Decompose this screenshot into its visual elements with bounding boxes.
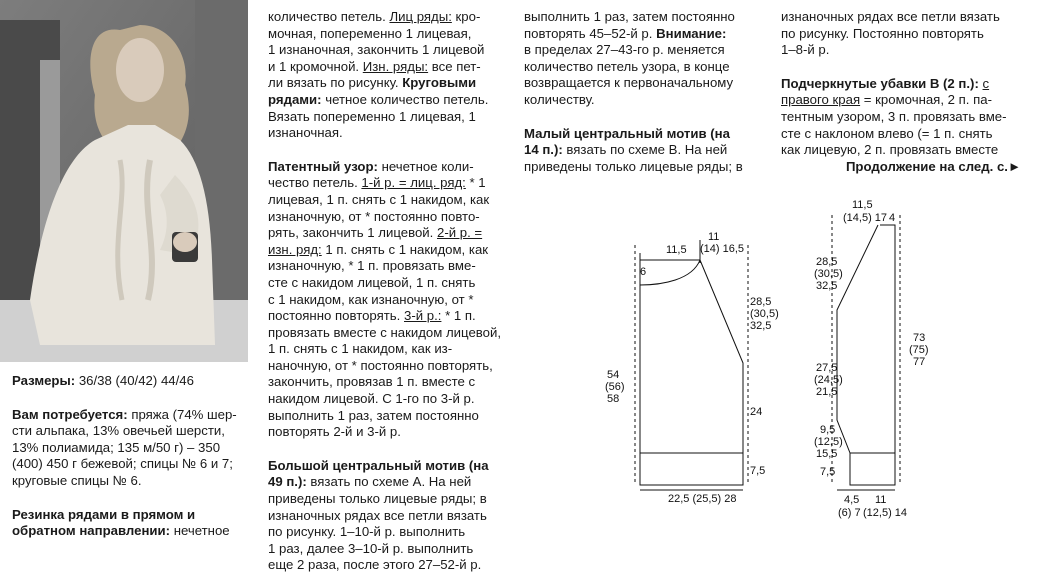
text-line: Вязать попеременно 1 лицевая, 1 — [268, 108, 476, 124]
text-line: количество петель узора, в конце — [524, 58, 730, 74]
dim-sleeve-top: 11,5 — [852, 199, 873, 211]
dim-sleeve-cap: 28,5 — [816, 256, 838, 268]
column-3 — [524, 9, 764, 175]
text-line: ли вязать по рисунку. — [268, 75, 399, 91]
dim-body-armhole: 32,5 — [750, 320, 772, 332]
small-motif-heading-2: 14 п.): — [524, 142, 563, 158]
dim-sleeve-bottom-a-2: (6) 7 — [838, 507, 861, 519]
text-line: выполнить 1 раз, затем постоянно — [524, 9, 735, 24]
pattern-schemes — [600, 185, 1045, 529]
text-line: чество петель. — [268, 175, 358, 191]
text-line: сте с накидом лицевой, 1 п. снять — [268, 274, 476, 290]
dim-body-rib: 7,5 — [750, 465, 766, 477]
text-line: круговые спицы № 6. — [12, 472, 142, 488]
dim-sleeve-total: 73 — [913, 332, 926, 344]
dim-body-neck-depth: 6 — [640, 266, 647, 278]
text-line: накидом лицевой. С 1-го по 3-й р. — [268, 391, 475, 407]
dim-sleeve-mid: 27,5 — [816, 362, 838, 374]
dim-body-side: 54 — [607, 369, 620, 381]
decrease-heading: Подчеркнутые убавки В (2 п.): — [781, 75, 979, 91]
text-line: лицевая, 1 п. снять с 1 накидом, как — [268, 191, 490, 207]
text-line: возвращается к первоначальному — [524, 75, 734, 91]
text-line: сте с наклоном влево (= 1 п. снять — [781, 125, 993, 141]
dim-body-neck: 11 — [708, 231, 720, 243]
dim-body-side: (56) — [605, 381, 625, 393]
dim-sleeve-total: 77 — [913, 356, 926, 368]
model-photo — [0, 0, 248, 362]
term-wrong-rows: Изн. ряды: — [362, 58, 429, 74]
dim-sleeve-top-2: (14,5) 17 — [843, 212, 888, 224]
dim-sleeve-bottom-a: 4,5 — [844, 494, 860, 506]
small-motif-heading: Малый центральный мотив (на — [524, 125, 730, 141]
text-line: по рисунку. Постоянно повторять — [781, 25, 984, 41]
big-motif-heading-2: 49 п.): — [268, 474, 307, 490]
text-line: сти альпака, 13% овечьей шерсти, — [12, 423, 225, 439]
text-line: повторять 2-й и 3-й р. — [268, 424, 401, 440]
column-2 — [268, 9, 506, 574]
text-line: изнаночная. — [268, 125, 343, 141]
dim-sleeve-total: (75) — [909, 344, 929, 356]
text-line: * 1 п. — [445, 308, 476, 324]
text-line: 13% полиамида; 135 м/50 г) – 350 — [12, 439, 221, 455]
term-row-1: 1-й р. = лиц. ряд: — [361, 175, 466, 191]
materials-label: Вам потребуется: — [12, 406, 128, 422]
term-row-2: 2-й р. = — [437, 225, 483, 241]
dim-body-armhole: (30,5) — [750, 308, 779, 320]
text-line: = кромочная, 2 п. па- — [863, 92, 992, 108]
column-1 — [12, 373, 250, 540]
text-line: пряжа (74% шер- — [131, 406, 237, 422]
text-line: и 1 кромочной. — [268, 58, 360, 74]
dim-body-side: 58 — [607, 393, 620, 405]
text-line: вязать по схеме А. На ней — [310, 474, 472, 490]
dim-sleeve-bottom-b: 11 — [875, 494, 887, 506]
text-line: провязать вместе с накидом лицевой, — [268, 324, 502, 340]
term-row-3: 3-й р.: — [404, 308, 442, 324]
dim-body-armhole: 28,5 — [750, 296, 772, 308]
text-line: рять, закончить 1 лицевой. — [268, 225, 434, 241]
text-line: закончить, провязав 1 п. вместе с — [268, 374, 476, 390]
continued-link[interactable]: Продолжение на след. с.► — [845, 158, 1021, 174]
text-line: еще 2 раза, после этого 27–52-й р. — [268, 557, 482, 573]
text-line: мочная, попеременно 1 лицевая, — [268, 25, 472, 41]
dim-sleeve-cap: 32,5 — [816, 280, 838, 292]
text-line: все пет- — [431, 58, 481, 74]
text-line: изнаночных рядах все петли вязать — [268, 507, 487, 523]
dim-sleeve-cap: (30,5) — [814, 268, 843, 280]
dim-sleeve-low: (12,5) — [814, 436, 843, 448]
patent-heading: Патентный узор: — [268, 158, 378, 174]
text-line: вязать по схеме В. На ней — [566, 142, 728, 158]
text-line: в пределах 27–43-го р. меняется — [524, 42, 725, 58]
sizes-label: Размеры: — [12, 373, 76, 388]
text-line: изнаночных рядах все петли вязать — [781, 9, 1000, 24]
term-face-rows: Лиц ряды: — [389, 9, 452, 24]
body-outline — [640, 260, 695, 285]
text-line: 1–8-й р. — [781, 42, 830, 58]
dim-body-bottom: 22,5 (25,5) 28 — [668, 493, 737, 505]
text-line: тентным узором, 3 п. провязать вме- — [781, 108, 1007, 124]
dim-sleeve-rib: 7,5 — [820, 466, 836, 478]
text-line: с 1 накидом, как изнаночную, от * — [268, 291, 474, 307]
text-line: как лицевую, 2 п. провязать вместе — [781, 142, 999, 158]
dim-body-lower: 24 — [750, 406, 763, 418]
dim-sleeve-mid: (24,5) — [814, 374, 843, 386]
dim-sleeve-mid: 21,5 — [816, 386, 838, 398]
text-line: 1 п. снять с 1 накидом, как — [325, 241, 489, 257]
sizes-value: 36/38 (40/42) 44/46 — [78, 373, 194, 388]
dim-body-shoulder: 11,5 — [666, 244, 687, 256]
text-line: 1 изнаночная, закончить 1 лицевой — [268, 42, 485, 58]
rib-heading-2: обратном направлении: — [12, 523, 171, 539]
rib-heading: Резинка рядами в прямом и — [12, 506, 196, 522]
attention-label: Внимание: — [656, 25, 727, 41]
dim-sleeve-low: 15,5 — [816, 448, 838, 460]
text-line: нечетное коли- — [381, 158, 474, 174]
text-line: изнаночную, * 1 п. провязать вме- — [268, 258, 476, 274]
text-line: количество петель. — [268, 9, 386, 24]
text-line: кро- — [455, 9, 481, 24]
round-rows-heading-2: рядами: — [268, 91, 322, 107]
big-motif-heading: Большой центральный мотив (на — [268, 457, 489, 473]
text-line: количеству. — [524, 91, 595, 107]
text-line: приведены только лицевые ряды; в — [524, 158, 743, 174]
text-line: * 1 — [469, 175, 486, 191]
dim-sleeve-top-3: 4 — [889, 212, 896, 224]
dim-body-neck-2: (14) 16,5 — [700, 243, 745, 255]
body-outline — [640, 260, 743, 485]
text-line: приведены только лицевые ряды; в — [268, 491, 487, 507]
text-line: повторять 45–52-й р. — [524, 25, 653, 41]
text-line: 1 раз, далее 3–10-й р. выполнить — [268, 540, 474, 556]
dim-sleeve-low: 9,5 — [820, 424, 836, 436]
term-right-edge: с — [982, 75, 990, 91]
text-line: (400) 450 г бежевой; спицы № 6 и 7; — [12, 456, 233, 472]
column-4 — [781, 9, 1021, 175]
text-line: 1 п. снять с 1 накидом, как из- — [268, 341, 453, 357]
sleeve-outline — [837, 225, 895, 485]
text-line: наночную, от * постоянно повторять, — [268, 357, 493, 373]
text-line: по рисунку. 1–10-й р. выполнить — [268, 524, 466, 540]
text-line: выполнить 1 раз, затем постоянно — [268, 407, 479, 423]
dim-sleeve-bottom-b-2: (12,5) 14 — [863, 507, 908, 519]
term-row-2b: изн. ряд: — [268, 241, 322, 257]
text-line: четное количество петель. — [325, 91, 489, 107]
text-line: постоянно повторять. — [268, 308, 401, 324]
round-rows-heading: Круговыми — [402, 75, 477, 91]
text-line: изнаночную, от * постоянно повто- — [268, 208, 480, 224]
text-line: нечетное — [173, 523, 230, 539]
term-right-edge-2: правого края — [781, 92, 861, 108]
